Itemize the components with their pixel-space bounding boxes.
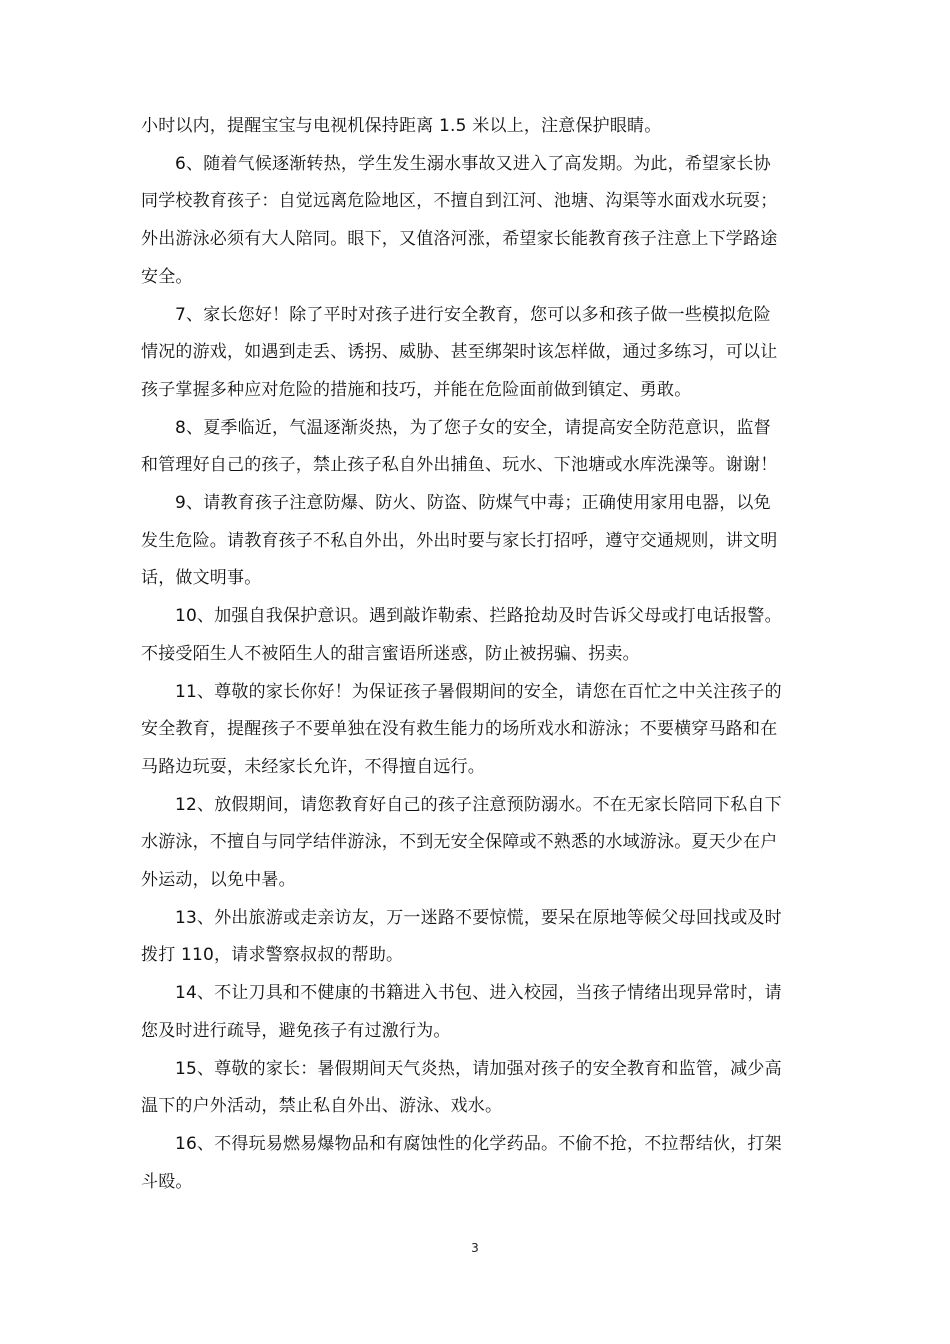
paragraph <box>141 485 817 598</box>
paragraph-line: 16、不得玩易燃易爆物品和有腐蚀性的化学药品。不偷不抢，不拉帮结伙，打架 <box>175 1133 782 1154</box>
paragraph-line: 14、不让刀具和不健康的书籍进入书包、进入校园，当孩子情绪出现异常时，请 <box>175 983 782 1004</box>
paragraph-line: 7、家长您好！除了平时对孩子进行安全教育，您可以多和孩子做一些模拟危险 <box>175 304 771 325</box>
paragraph <box>141 297 817 410</box>
paragraph-line: 情况的游戏，如遇到走丢、诱拐、威胁、甚至绑架时该怎样做，通过多练习，可以让 <box>141 342 778 363</box>
paragraph <box>141 900 817 975</box>
paragraph <box>141 1126 817 1201</box>
paragraph-line: 15、尊敬的家长：暑假期间天气炎热，请加强对孩子的安全教育和监管，减少高 <box>175 1058 782 1079</box>
paragraph-line: 温下的户外活动，禁止私自外出、游泳、戏水。 <box>141 1096 503 1117</box>
paragraph <box>141 146 817 297</box>
paragraph-line: 安全教育，提醒孩子不要单独在没有救生能力的场所戏水和游泳；不要横穿马路和在 <box>141 719 778 740</box>
paragraph-line: 9、请教育孩子注意防爆、防火、防盗、防煤气中毒；正确使用家用电器，以免 <box>175 493 771 514</box>
paragraph-line: 水游泳，不擅自与同学结伴游泳，不到无安全保障或不熟悉的水域游泳。夏天少在户 <box>141 832 778 853</box>
paragraph-line: 斗殴。 <box>141 1171 193 1192</box>
paragraph-line: 13、外出旅游或走亲访友，万一迷路不要惊慌，要呆在原地等候父母回找或及时 <box>175 907 782 928</box>
paragraph <box>141 108 817 146</box>
paragraph <box>141 975 817 1050</box>
paragraph-line: 11、尊敬的家长你好！为保证孩子暑假期间的安全，请您在百忙之中关注孩子的 <box>175 681 782 702</box>
paragraph-line: 马路边玩耍，未经家长允许，不得擅自远行。 <box>141 756 485 777</box>
paragraph-line: 您及时进行疏导，避免孩子有过激行为。 <box>141 1020 451 1041</box>
paragraph <box>141 410 817 485</box>
paragraph-line: 小时以内，提醒宝宝与电视机保持距离 1.5 米以上，注意保护眼睛。 <box>141 116 662 136</box>
paragraph-line: 外出游泳必须有大人陪同。眼下，又值洛河涨，希望家长能教育孩子注意上下学路途 <box>141 229 778 250</box>
paragraph-line: 不接受陌生人不被陌生人的甜言蜜语所迷惑，防止被拐骗、拐卖。 <box>141 643 640 664</box>
paragraph <box>141 787 817 900</box>
paragraph <box>141 1051 817 1126</box>
page-number: 3 <box>471 1241 479 1255</box>
paragraph <box>141 598 817 673</box>
paragraph-line: 拨打 110，请求警察叔叔的帮助。 <box>141 945 404 966</box>
paragraph-line: 8、夏季临近，气温逐渐炎热，为了您子女的安全，请提高安全防范意识，监督 <box>175 417 771 438</box>
paragraph-line: 6、随着气候逐渐转热，学生发生溺水事故又进入了高发期。为此，希望家长协 <box>175 153 771 174</box>
paragraph-line: 孩子掌握多种应对危险的措施和技巧，并能在危险面前做到镇定、勇敢。 <box>141 379 692 400</box>
paragraph-line: 发生危险。请教育孩子不私自外出，外出时要与家长打招呼，遵守交通规则，讲文明 <box>141 530 778 551</box>
paragraph-line: 10、加强自我保护意识。遇到敲诈勒索、拦路抢劫及时告诉父母或打电话报警。 <box>175 606 782 627</box>
paragraph-line: 外运动，以免中暑。 <box>141 870 296 891</box>
paragraph-line: 和管理好自己的孩子，禁止孩子私自外出捕鱼、玩水、下池塘或水库洗澡等。谢谢！ <box>141 455 778 476</box>
paragraph <box>141 674 817 787</box>
paragraph-line: 话，做文明事。 <box>141 568 262 589</box>
document-body <box>141 108 817 1201</box>
paragraph-line: 12、放假期间，请您教育好自己的孩子注意预防溺水。不在无家长陪同下私自下 <box>175 794 782 815</box>
paragraph-line: 同学校教育孩子：自觉远离危险地区，不擅自到江河、池塘、沟渠等水面戏水玩耍； <box>141 191 778 212</box>
paragraph-line: 安全。 <box>141 266 193 287</box>
